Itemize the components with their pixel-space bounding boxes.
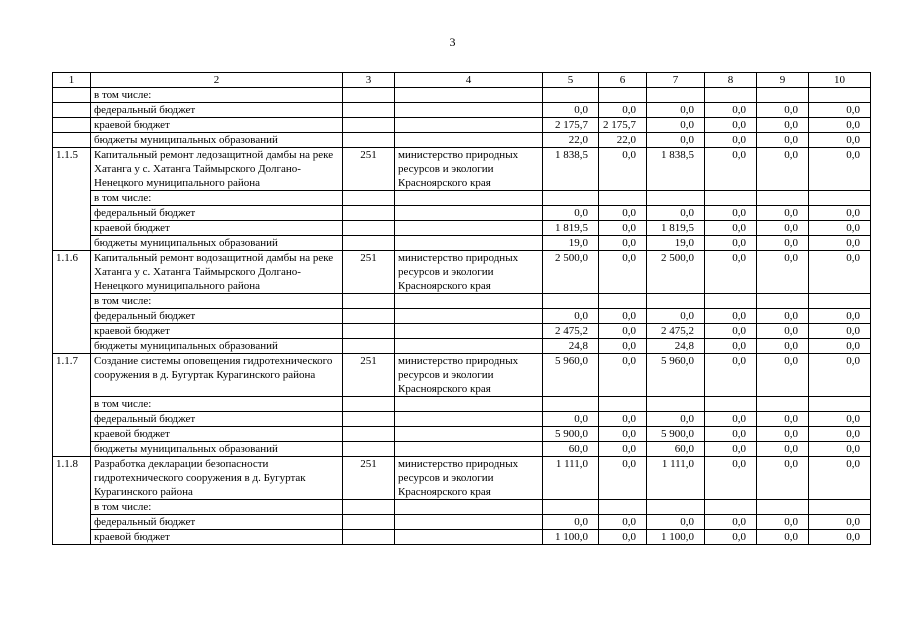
funding-source-label: в том числе: (91, 500, 343, 515)
funding-value (705, 500, 757, 515)
funding-value: 0,0 (705, 324, 757, 339)
funding-source-label: федеральный бюджет (91, 103, 343, 118)
funding-source-label: федеральный бюджет (91, 206, 343, 221)
empty-cell (395, 118, 543, 133)
item-code: 251 (343, 457, 395, 500)
funding-value: 0,0 (705, 442, 757, 457)
funding-value: 0,0 (809, 427, 871, 442)
item-value: 2 500,0 (543, 251, 599, 294)
table-row (53, 397, 871, 412)
funding-source-label: бюджеты муниципальных образований (91, 236, 343, 251)
funding-value: 0,0 (647, 515, 705, 530)
item-value: 0,0 (705, 354, 757, 397)
item-value: 0,0 (809, 354, 871, 397)
item-value: 1 838,5 (647, 148, 705, 191)
funding-value: 0,0 (599, 103, 647, 118)
table-header-row (53, 73, 871, 88)
funding-value: 22,0 (599, 133, 647, 148)
table-row (53, 251, 871, 294)
funding-value (543, 294, 599, 309)
funding-value: 0,0 (757, 324, 809, 339)
item-value: 0,0 (809, 251, 871, 294)
funding-value: 0,0 (599, 515, 647, 530)
funding-value: 0,0 (757, 133, 809, 148)
empty-cell (343, 309, 395, 324)
table-row (53, 412, 871, 427)
item-name: Капитальный ремонт водозащитной дамбы на реке Хатанга у с. Хатанга Таймырского Долгано-Ненецкого муниципального района (91, 251, 343, 294)
empty-cell (395, 191, 543, 206)
item-value: 0,0 (757, 148, 809, 191)
funding-value (543, 500, 599, 515)
funding-source-label: краевой бюджет (91, 530, 343, 545)
funding-value: 0,0 (599, 427, 647, 442)
funding-value: 0,0 (809, 103, 871, 118)
funding-value (809, 191, 871, 206)
empty-cell (395, 427, 543, 442)
funding-value: 0,0 (705, 133, 757, 148)
funding-value (599, 294, 647, 309)
funding-value: 0,0 (543, 309, 599, 324)
empty-cell (395, 515, 543, 530)
column-header: 9 (757, 73, 809, 88)
funding-value: 0,0 (647, 206, 705, 221)
funding-value (647, 88, 705, 103)
funding-value: 1 819,5 (647, 221, 705, 236)
column-header: 10 (809, 73, 871, 88)
item-name: Капитальный ремонт ледозащитной дамбы на реке Хатанга у с. Хатанга Таймырского Долгано-Ненецкого муниципального района (91, 148, 343, 191)
empty-cell (343, 118, 395, 133)
funding-source-label: федеральный бюджет (91, 515, 343, 530)
funding-value (647, 397, 705, 412)
funding-value: 0,0 (647, 103, 705, 118)
column-header: 6 (599, 73, 647, 88)
funding-value (599, 88, 647, 103)
funding-value: 0,0 (543, 412, 599, 427)
funding-value: 0,0 (757, 236, 809, 251)
funding-value (809, 88, 871, 103)
funding-value: 0,0 (809, 309, 871, 324)
funding-value: 0,0 (705, 412, 757, 427)
table-row (53, 236, 871, 251)
funding-value (543, 397, 599, 412)
item-value: 0,0 (809, 148, 871, 191)
funding-value: 0,0 (757, 412, 809, 427)
item-value: 0,0 (599, 148, 647, 191)
funding-value: 0,0 (757, 530, 809, 545)
funding-value: 0,0 (705, 206, 757, 221)
table-row (53, 88, 871, 103)
item-code: 251 (343, 148, 395, 191)
table-row (53, 309, 871, 324)
item-executor: министерство природных ресурсов и экологии Красноярского края (395, 457, 543, 500)
funding-source-label: краевой бюджет (91, 221, 343, 236)
funding-value: 0,0 (757, 515, 809, 530)
funding-value: 22,0 (543, 133, 599, 148)
item-value: 0,0 (599, 251, 647, 294)
funding-value: 0,0 (757, 339, 809, 354)
funding-value: 0,0 (809, 133, 871, 148)
funding-value: 0,0 (599, 221, 647, 236)
table-row (53, 324, 871, 339)
funding-value: 2 475,2 (543, 324, 599, 339)
funding-value: 0,0 (599, 236, 647, 251)
item-value: 1 111,0 (543, 457, 599, 500)
funding-value: 0,0 (757, 221, 809, 236)
item-value: 0,0 (809, 457, 871, 500)
funding-value (757, 397, 809, 412)
empty-cell (343, 324, 395, 339)
budget-table (52, 72, 871, 545)
funding-value: 19,0 (647, 236, 705, 251)
funding-value (809, 294, 871, 309)
funding-value (809, 397, 871, 412)
empty-cell (395, 236, 543, 251)
table-row (53, 339, 871, 354)
funding-value: 0,0 (809, 442, 871, 457)
funding-value: 24,8 (647, 339, 705, 354)
funding-value (543, 88, 599, 103)
funding-value (757, 294, 809, 309)
item-value: 0,0 (599, 457, 647, 500)
funding-value: 0,0 (599, 339, 647, 354)
funding-value (705, 294, 757, 309)
funding-value: 0,0 (809, 221, 871, 236)
funding-value: 0,0 (809, 206, 871, 221)
table-row (53, 515, 871, 530)
table-row (53, 148, 871, 191)
funding-source-label: краевой бюджет (91, 427, 343, 442)
funding-value: 0,0 (809, 412, 871, 427)
empty-cell (395, 103, 543, 118)
funding-source-label: бюджеты муниципальных образований (91, 339, 343, 354)
item-value: 0,0 (705, 148, 757, 191)
table-row (53, 457, 871, 500)
funding-value: 0,0 (809, 339, 871, 354)
empty-cell (395, 500, 543, 515)
item-value: 0,0 (757, 251, 809, 294)
funding-value: 5 900,0 (647, 427, 705, 442)
table-row (53, 427, 871, 442)
funding-value: 2 475,2 (647, 324, 705, 339)
funding-source-label: федеральный бюджет (91, 412, 343, 427)
item-number: 1.1.7 (53, 354, 91, 457)
table-row (53, 500, 871, 515)
table-row (53, 206, 871, 221)
table-row (53, 191, 871, 206)
empty-cell (343, 236, 395, 251)
item-code: 251 (343, 251, 395, 294)
item-executor: министерство природных ресурсов и экологии Красноярского края (395, 148, 543, 191)
funding-value: 0,0 (757, 427, 809, 442)
empty-cell (343, 515, 395, 530)
empty-cell (343, 442, 395, 457)
column-header: 4 (395, 73, 543, 88)
funding-value (757, 500, 809, 515)
empty-cell (395, 442, 543, 457)
funding-value: 0,0 (705, 427, 757, 442)
item-executor: министерство природных ресурсов и экологии Красноярского края (395, 251, 543, 294)
empty-cell (343, 221, 395, 236)
funding-value: 1 100,0 (647, 530, 705, 545)
empty-cell (395, 412, 543, 427)
item-number: 1.1.6 (53, 251, 91, 354)
funding-value: 0,0 (647, 133, 705, 148)
funding-value: 0,0 (543, 206, 599, 221)
page-number: 3 (449, 35, 456, 49)
funding-source-label: краевой бюджет (91, 324, 343, 339)
item-value: 0,0 (705, 457, 757, 500)
funding-value: 0,0 (705, 530, 757, 545)
funding-value: 0,0 (705, 515, 757, 530)
empty-cell (343, 294, 395, 309)
funding-value: 5 900,0 (543, 427, 599, 442)
funding-source-label: в том числе: (91, 294, 343, 309)
funding-value: 0,0 (599, 442, 647, 457)
empty-cell (395, 133, 543, 148)
funding-value (705, 88, 757, 103)
funding-value: 0,0 (757, 206, 809, 221)
funding-value: 0,0 (599, 309, 647, 324)
funding-value: 0,0 (809, 515, 871, 530)
funding-value: 0,0 (647, 118, 705, 133)
column-header: 3 (343, 73, 395, 88)
empty-cell (53, 103, 91, 118)
funding-value (757, 191, 809, 206)
funding-value: 2 175,7 (599, 118, 647, 133)
funding-value (705, 191, 757, 206)
item-value: 0,0 (599, 354, 647, 397)
empty-cell (343, 339, 395, 354)
empty-cell (395, 530, 543, 545)
funding-value (599, 397, 647, 412)
funding-value: 0,0 (705, 103, 757, 118)
table-row (53, 294, 871, 309)
funding-source-label: бюджеты муниципальных образований (91, 442, 343, 457)
empty-cell (343, 530, 395, 545)
funding-value: 24,8 (543, 339, 599, 354)
funding-value: 0,0 (705, 236, 757, 251)
empty-cell (395, 221, 543, 236)
empty-cell (343, 206, 395, 221)
empty-cell (343, 397, 395, 412)
column-header: 5 (543, 73, 599, 88)
empty-cell (343, 88, 395, 103)
item-value: 1 838,5 (543, 148, 599, 191)
item-code: 251 (343, 354, 395, 397)
item-value: 2 500,0 (647, 251, 705, 294)
empty-cell (395, 88, 543, 103)
funding-value (757, 88, 809, 103)
funding-value: 0,0 (757, 309, 809, 324)
funding-value: 0,0 (543, 515, 599, 530)
funding-value: 0,0 (705, 309, 757, 324)
column-header: 2 (91, 73, 343, 88)
funding-value: 2 175,7 (543, 118, 599, 133)
funding-value (647, 500, 705, 515)
funding-value: 0,0 (757, 103, 809, 118)
funding-value (809, 500, 871, 515)
funding-value: 0,0 (543, 103, 599, 118)
funding-value: 0,0 (809, 324, 871, 339)
funding-value: 0,0 (809, 530, 871, 545)
empty-cell (395, 397, 543, 412)
column-header: 7 (647, 73, 705, 88)
empty-cell (343, 500, 395, 515)
funding-value: 0,0 (647, 412, 705, 427)
table-row (53, 133, 871, 148)
funding-value: 0,0 (599, 530, 647, 545)
empty-cell (395, 339, 543, 354)
table-row (53, 118, 871, 133)
funding-value: 0,0 (809, 236, 871, 251)
item-value: 1 111,0 (647, 457, 705, 500)
funding-source-label: федеральный бюджет (91, 309, 343, 324)
funding-value (599, 500, 647, 515)
funding-source-label: в том числе: (91, 191, 343, 206)
item-executor: министерство природных ресурсов и экологии Красноярского края (395, 354, 543, 397)
funding-value (543, 191, 599, 206)
item-value: 0,0 (705, 251, 757, 294)
empty-cell (343, 427, 395, 442)
item-number: 1.1.5 (53, 148, 91, 251)
funding-value: 0,0 (705, 221, 757, 236)
empty-cell (53, 133, 91, 148)
item-value: 0,0 (757, 457, 809, 500)
funding-source-label: краевой бюджет (91, 118, 343, 133)
empty-cell (343, 191, 395, 206)
funding-value: 1 100,0 (543, 530, 599, 545)
table-body (53, 73, 871, 545)
empty-cell (395, 309, 543, 324)
table-row (53, 103, 871, 118)
column-header: 1 (53, 73, 91, 88)
funding-value (599, 191, 647, 206)
item-name: Создание системы оповещения гидротехнического сооружения в д. Бугуртак Курагинского района (91, 354, 343, 397)
item-number: 1.1.8 (53, 457, 91, 545)
column-header: 8 (705, 73, 757, 88)
funding-value: 0,0 (599, 206, 647, 221)
item-value: 0,0 (757, 354, 809, 397)
empty-cell (343, 103, 395, 118)
empty-cell (343, 412, 395, 427)
funding-value: 19,0 (543, 236, 599, 251)
funding-value: 1 819,5 (543, 221, 599, 236)
item-value: 5 960,0 (543, 354, 599, 397)
funding-value: 60,0 (543, 442, 599, 457)
empty-cell (53, 118, 91, 133)
empty-cell (53, 88, 91, 103)
funding-value (647, 294, 705, 309)
funding-value (705, 397, 757, 412)
funding-value: 0,0 (599, 412, 647, 427)
funding-source-label: в том числе: (91, 88, 343, 103)
table-row (53, 442, 871, 457)
funding-value: 0,0 (599, 324, 647, 339)
funding-value: 0,0 (705, 339, 757, 354)
table-row (53, 221, 871, 236)
funding-value: 0,0 (757, 118, 809, 133)
table-row (53, 354, 871, 397)
empty-cell (343, 133, 395, 148)
item-name: Разработка декларации безопасности гидротехнического сооружения в д. Бугуртак Курагинского района (91, 457, 343, 500)
funding-value: 0,0 (705, 118, 757, 133)
empty-cell (395, 324, 543, 339)
funding-value: 60,0 (647, 442, 705, 457)
funding-source-label: бюджеты муниципальных образований (91, 133, 343, 148)
funding-value: 0,0 (647, 309, 705, 324)
table-row (53, 530, 871, 545)
empty-cell (395, 206, 543, 221)
empty-cell (395, 294, 543, 309)
funding-value (647, 191, 705, 206)
item-value: 5 960,0 (647, 354, 705, 397)
funding-source-label: в том числе: (91, 397, 343, 412)
funding-value: 0,0 (809, 118, 871, 133)
funding-value: 0,0 (757, 442, 809, 457)
